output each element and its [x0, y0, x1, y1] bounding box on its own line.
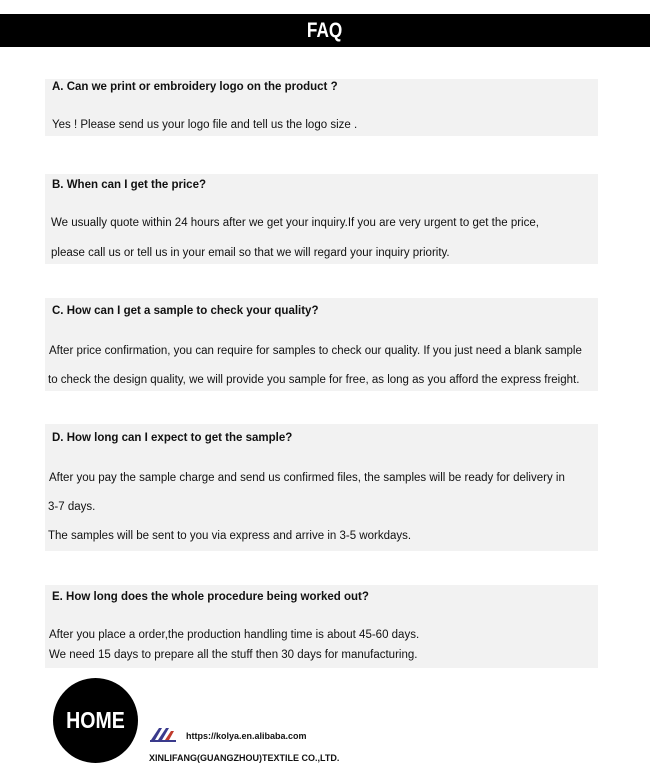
faq-question: C. How can I get a sample to check your quality?: [52, 305, 319, 317]
faq-item-d: [45, 424, 598, 551]
faq-answer-line: After you place a order,the production handling time is about 45-60 days.: [49, 629, 420, 641]
faq-answer-line: please call us or tell us in your email so that we will regard your inquiry priority.: [51, 247, 450, 259]
faq-header: [0, 14, 650, 47]
faq-answer-line: to check the design quality, we will provide you sample for free, as long as you afford the express freight.: [48, 374, 580, 386]
faq-answer-line: After price confirmation, you can require for samples to check our quality. If you just need a blank sample: [49, 345, 582, 357]
website-link[interactable]: https://kolya.en.alibaba.com: [186, 731, 307, 741]
faq-question: A. Can we print or embroidery logo on the product ?: [52, 81, 338, 93]
faq-answer-line: Yes ! Please send us your logo file and tell us the logo size .: [52, 119, 358, 131]
home-button[interactable]: [53, 678, 138, 763]
faq-item-c: [45, 298, 598, 391]
faq-question: B. When can I get the price?: [52, 179, 206, 191]
company-logo-icon: [149, 726, 177, 744]
faq-question: E. How long does the whole procedure being worked out?: [52, 591, 369, 603]
faq-answer-line: The samples will be sent to you via express and arrive in 3-5 workdays.: [48, 530, 412, 542]
page-title: FAQ: [307, 18, 343, 42]
faq-item-a: [45, 79, 598, 136]
faq-answer-line: After you pay the sample charge and send us confirmed files, the samples will be ready for delivery in: [49, 472, 565, 484]
home-label: HOME: [66, 707, 125, 733]
faq-question: D. How long can I expect to get the sample?: [52, 432, 293, 444]
company-name: XINLIFANG(GUANGZHOU)TEXTILE CO.,LTD.: [149, 753, 340, 763]
faq-item-e: [45, 585, 598, 668]
faq-answer-line: We usually quote within 24 hours after we get your inquiry.If you are very urgent to get the price,: [51, 217, 539, 229]
faq-answer-line: 3-7 days.: [48, 501, 96, 513]
faq-answer-line: We need 15 days to prepare all the stuff then 30 days for manufacturing.: [49, 649, 418, 661]
faq-item-b: [45, 174, 598, 264]
